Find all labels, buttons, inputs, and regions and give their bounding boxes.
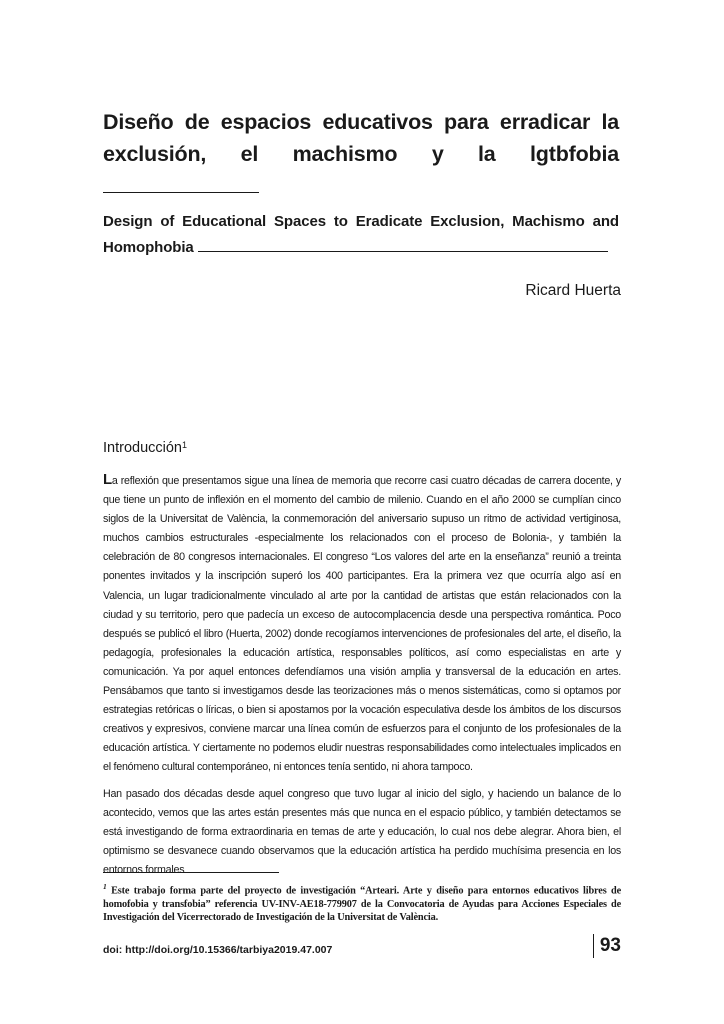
page-number: 93 [593,934,621,958]
article-title-spanish [103,106,619,202]
footnote [103,880,621,925]
footnote-reference[interactable]: 1 [182,440,188,450]
article-title-english [103,209,619,261]
footnote-mark: 1 [103,882,107,891]
footnote-text: Este trabajo forma parte del proyecto de investigación “Arteari. Arte y diseño para entornos educativos libres de homofobia y transfobia” referencia UV-INV-AE18-779907 de la Convocatoria de Ayudas para Acciones Especiales de Investigación del Vicerrectorado de Investigación de la Universitat de València. [103,885,621,924]
paragraph-1-text: a reflexión que presentamos sigue una línea de memoria que recorre casi cuatro décadas de carrera docente, y que tiene un punto de inflexión en el momento del cambio de milenio. Cuando en el año 2000 se cumplían cinco siglos de la Universitat de València, la conmemoración del aniversario supuso un ritmo de actividad vertiginosa, muchos cambios estructurales -especialmente los relacionados con el proceso de Bolonia-, y también la celebración de 80 congresos internacionales. El congreso “Los valores del arte en la enseñanza” reunió a treinta ponentes invitados y la inscripción superó los 400 participantes. Era la primera vez que ocurría algo así en Valencia, un lugar tradicionalmente vinculado al arte por la cantidad de artistas que están relacionados con la ciudad y su territorio, pero que padecía un exceso de autocomplacencia desde una perspectiva romántica. Poco después se publicó el libro (Huerta, 2002) donde recogíamos intervenciones de profesionales del arte, el diseño, la pedagogía, profesionales la educación artística, responsables políticos, así como especialistas en arte y comunicación. Ya por aquel entonces defendíamos una visión amplia y transversal de la educación en artes. Pensábamos que tanto si investigamos desde las teorizaciones más o menos sistemáticas, como si optamos por estrategias retóricas o líricas, o bien si apostamos por la vocación especulativa desde los ámbitos de los discursos creativos y expresivos, conviene marcar una línea común de esfuerzos para el conjunto de los profesionales de la educación artística. Y ciertamente no podemos eludir nuestras responsabilidades como intelectuales implicados en el fenómeno cultural contemporáneo, ni entonces tenía sentido, ni ahora tampoco. [103,475,621,774]
section-heading-text: Introducción [103,440,182,456]
paragraph-1 [103,470,621,778]
body-text [103,470,621,887]
doi-link[interactable]: doi: http://doi.org/10.15366/tarbiya2019.47.007 [103,944,333,956]
drop-cap: L [103,471,112,488]
title-en-text: Design of Educational Spaces to Eradicate Exclusion, Machismo and Homophobia [103,213,619,256]
title-es-rule [103,191,259,193]
section-heading [103,438,187,458]
paragraph-2: Han pasado dos décadas desde aquel congreso que tuvo lugar al inicio del siglo, y haciendo un balance de lo acontecido, vemos que las artes están presentes más que nunca en el espacio público, y también detectamos se está investigando de forma extraordinaria en temas de arte y educación, lo cual nos debe alegrar. Ahora bien, el optimismo se desvanece cuando observamos que la educación artística ha perdido muchísima presencia en los entornos formales [103,787,621,876]
author-name: Ricard Huerta [525,282,621,299]
title-en-rule [198,250,608,252]
title-es-text: Diseño de espacios educativos para erradicar la exclusión, el machismo y la lgtbfobia [103,110,619,166]
footnote-separator [103,872,279,873]
